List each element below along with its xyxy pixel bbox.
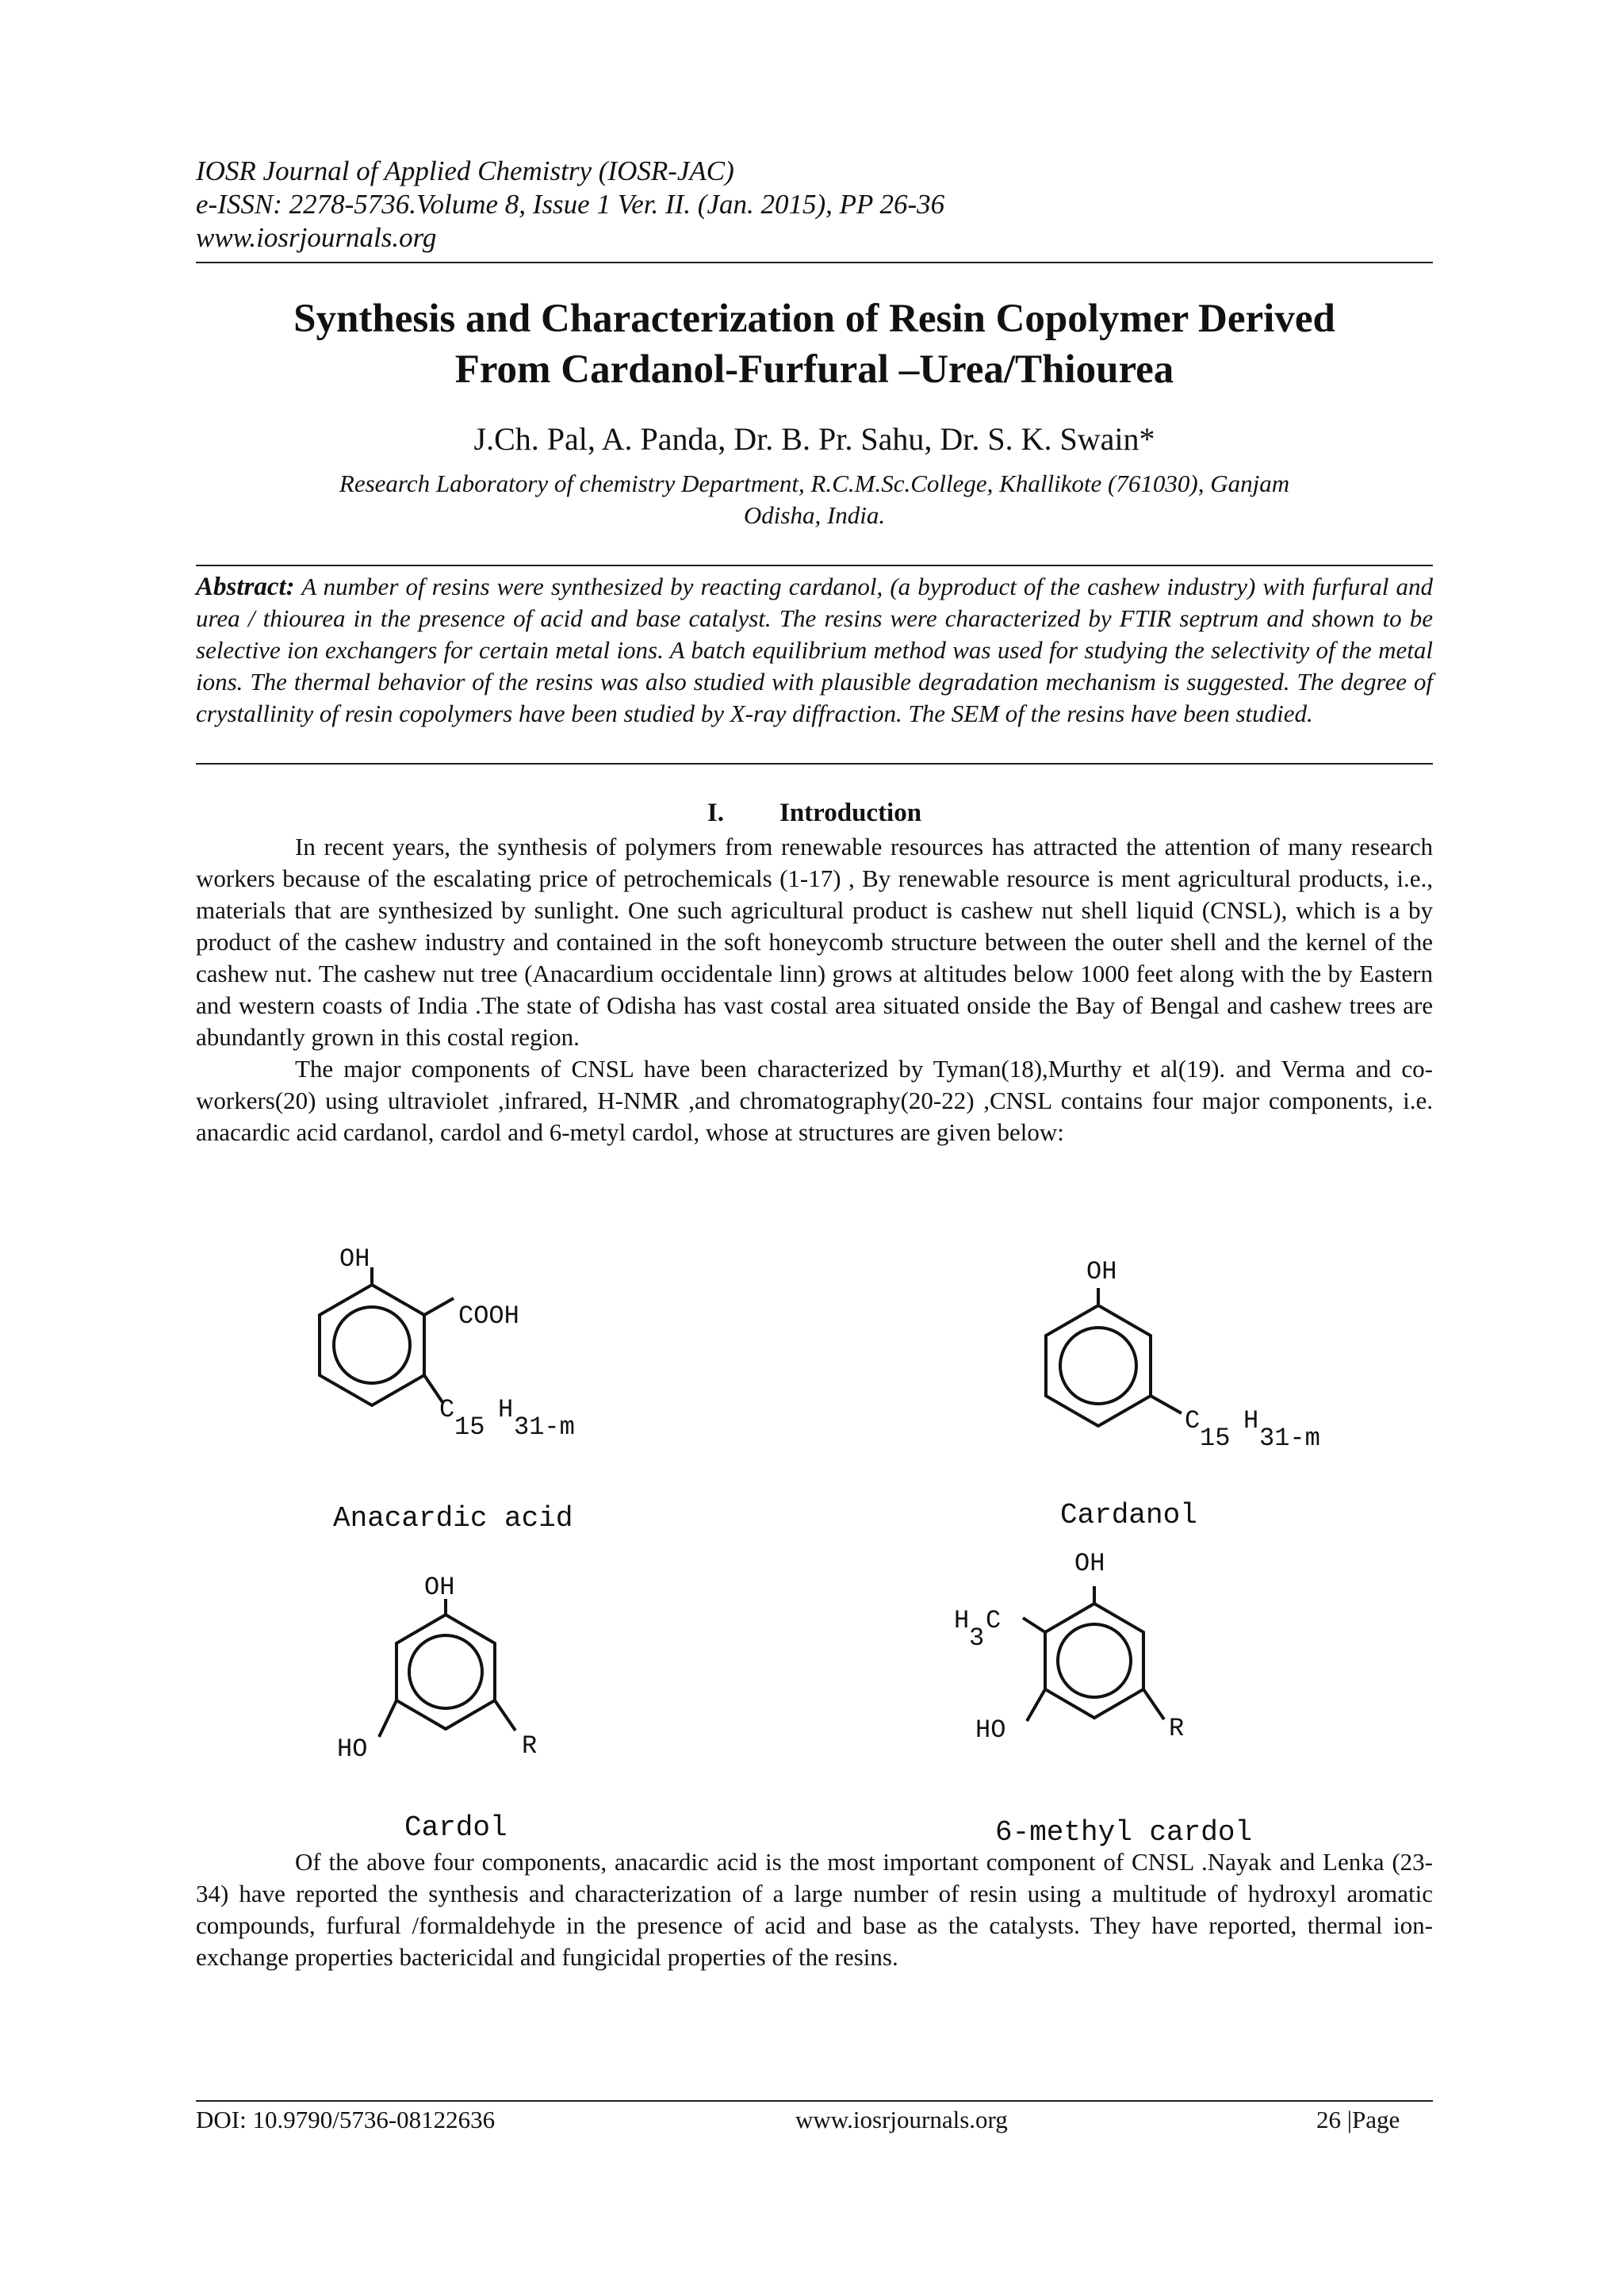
cardanol-name: Cardanol (1060, 1499, 1197, 1531)
methylcardol-ring (1023, 1586, 1164, 1721)
anacardic-acid-ring (320, 1267, 454, 1405)
anacardic-chain-31m: 31-m (514, 1412, 575, 1442)
cardol-oh-label: OH (424, 1573, 455, 1602)
cardanol-chain-c: C (1185, 1406, 1201, 1435)
anacardic-chain-h: H (498, 1395, 514, 1424)
section-heading (196, 797, 1433, 829)
footer-site: www.iosrjournals.org (795, 2106, 1008, 2133)
anacardic-chain-c: C (439, 1395, 455, 1424)
title-line-2: From Cardanol-Furfural –Urea/Thiourea (454, 347, 1174, 392)
abstract-top-rule (196, 565, 1433, 566)
cardanol-chain-15: 15 (1200, 1424, 1231, 1453)
methylcardol-oh-label: OH (1074, 1549, 1105, 1578)
journal-site: www.iosrjournals.org (196, 222, 437, 253)
chemical-structures-figure (0, 1221, 1624, 1856)
footer-page: 26 |Page (1316, 2106, 1400, 2133)
cardol-r-label: R (522, 1731, 538, 1761)
cardanol-oh-label: OH (1086, 1257, 1117, 1286)
cardanol-chain-31m: 31-m (1259, 1424, 1320, 1453)
cardanol-chain-h: H (1243, 1406, 1259, 1435)
intro-body (196, 831, 1433, 1148)
abstract-label: Abstract: (196, 573, 295, 601)
abstract-bottom-rule (196, 763, 1433, 765)
journal-header (196, 155, 1433, 255)
methylcardol-h-label: H (954, 1606, 970, 1635)
section-title: Introduction (779, 799, 922, 827)
methylcardol-r-label: R (1169, 1714, 1185, 1743)
authors: J.Ch. Pal, A. Panda, Dr. B. Pr. Sahu, Dr. S. K. Swain* (473, 421, 1155, 457)
cardol-name: Cardol (404, 1811, 508, 1844)
affiliation (262, 468, 1367, 531)
methylcardol-3-label: 3 (969, 1623, 985, 1653)
section-number: I. (707, 799, 724, 827)
abstract (196, 571, 1433, 730)
footer-doi: DOI: 10.9790/5736-08122636 (196, 2106, 496, 2133)
cardol-ring (379, 1599, 515, 1737)
cardol-ho-label: HO (337, 1734, 368, 1764)
intro-paragraph-1: In recent years, the synthesis of polymers from renewable resources has attracted the attention of many research workers because of the escalating price of petrochemicals (1-17) , By renewable resource is ment agricultural products, i.e., materials that are synthesized by sunlight. One such agricultural product is cashew nut shell liquid (CNSL), which is a by product of the cashew industry and contained in the soft honeycomb structure between the outer shell and the kernel of the cashew nut. The cashew nut tree (Anacardium occidentale linn) grows at altitudes below 1000 feet along with the by Eastern and western coasts of India .The state of Odisha has vast costal area situated onside the Bay of Bengal and cashew trees are abundantly grown in this costal region. (196, 833, 1433, 1051)
intro-paragraph-3: Of the above four components, anacardic acid is the most important component of CNSL .Nayak and Lenka (23-34) have reported the synthesis and characterization of a large number of resin using a multitude of hydroxyl aromatic compounds, furfural /formaldehyde in the presence of acid and base as the catalysts. They have reported, thermal ion-exchange properties bactericidal and fungicidal properties of the resins. (196, 1848, 1433, 1971)
anacardic-chain-15: 15 (454, 1412, 485, 1442)
intro-body-continued (196, 1846, 1433, 1973)
methylcardol-name: 6-methyl cardol (995, 1816, 1253, 1849)
title-line-1: Synthesis and Characterization of Resin Copolymer Derived (293, 297, 1335, 341)
journal-name: IOSR Journal of Applied Chemistry (IOSR-JAC) (196, 155, 734, 186)
header-rule (196, 262, 1433, 263)
methylcardol-c-label: C (986, 1606, 1002, 1635)
anacardic-oh-label: OH (339, 1244, 370, 1274)
paper-title (196, 293, 1433, 395)
intro-paragraph-2: The major components of CNSL have been characterized by Tyman(18),Murthy et al(19). and Verma and co-workers(20) using ultraviolet ,infrared, H-NMR ,and chromatography(20-22) ,CNSL contains four major components, i.e. anacardic acid cardanol, cardol and 6-metyl cardol, whose at structures are given below: (196, 1055, 1433, 1146)
anacardic-acid-name: Anacardic acid (333, 1502, 573, 1535)
affiliation-line-2: Odisha, India. (743, 501, 886, 529)
methylcardol-ho-label: HO (975, 1715, 1006, 1745)
footer-rule (196, 2100, 1433, 2102)
anacardic-cooh-label: COOH (458, 1301, 519, 1331)
abstract-text: A number of resins were synthesized by reacting cardanol, (a byproduct of the cashew industry) with furfural and urea / thiourea in the presence of acid and base catalyst. The resins were characterized by FTIR septrum and shown to be selective ion exchangers for certain metal ions. A batch equilibrium method was used for studying the selectivity of the metal ions. The thermal behavior of the resins was also studied with plausible degradation mechanism is suggested. The degree of crystallinity of resin copolymers have been studied by X-ray diffraction. The SEM of the resins have been studied. (196, 573, 1433, 727)
cardanol-ring (1046, 1288, 1182, 1426)
affiliation-line-1: Research Laboratory of chemistry Department, R.C.M.Sc.College, Khallikote (761030), Ganjam (339, 470, 1290, 497)
journal-issn: e-ISSN: 2278-5736.Volume 8, Issue 1 Ver. II. (Jan. 2015), PP 26-36 (196, 189, 945, 220)
